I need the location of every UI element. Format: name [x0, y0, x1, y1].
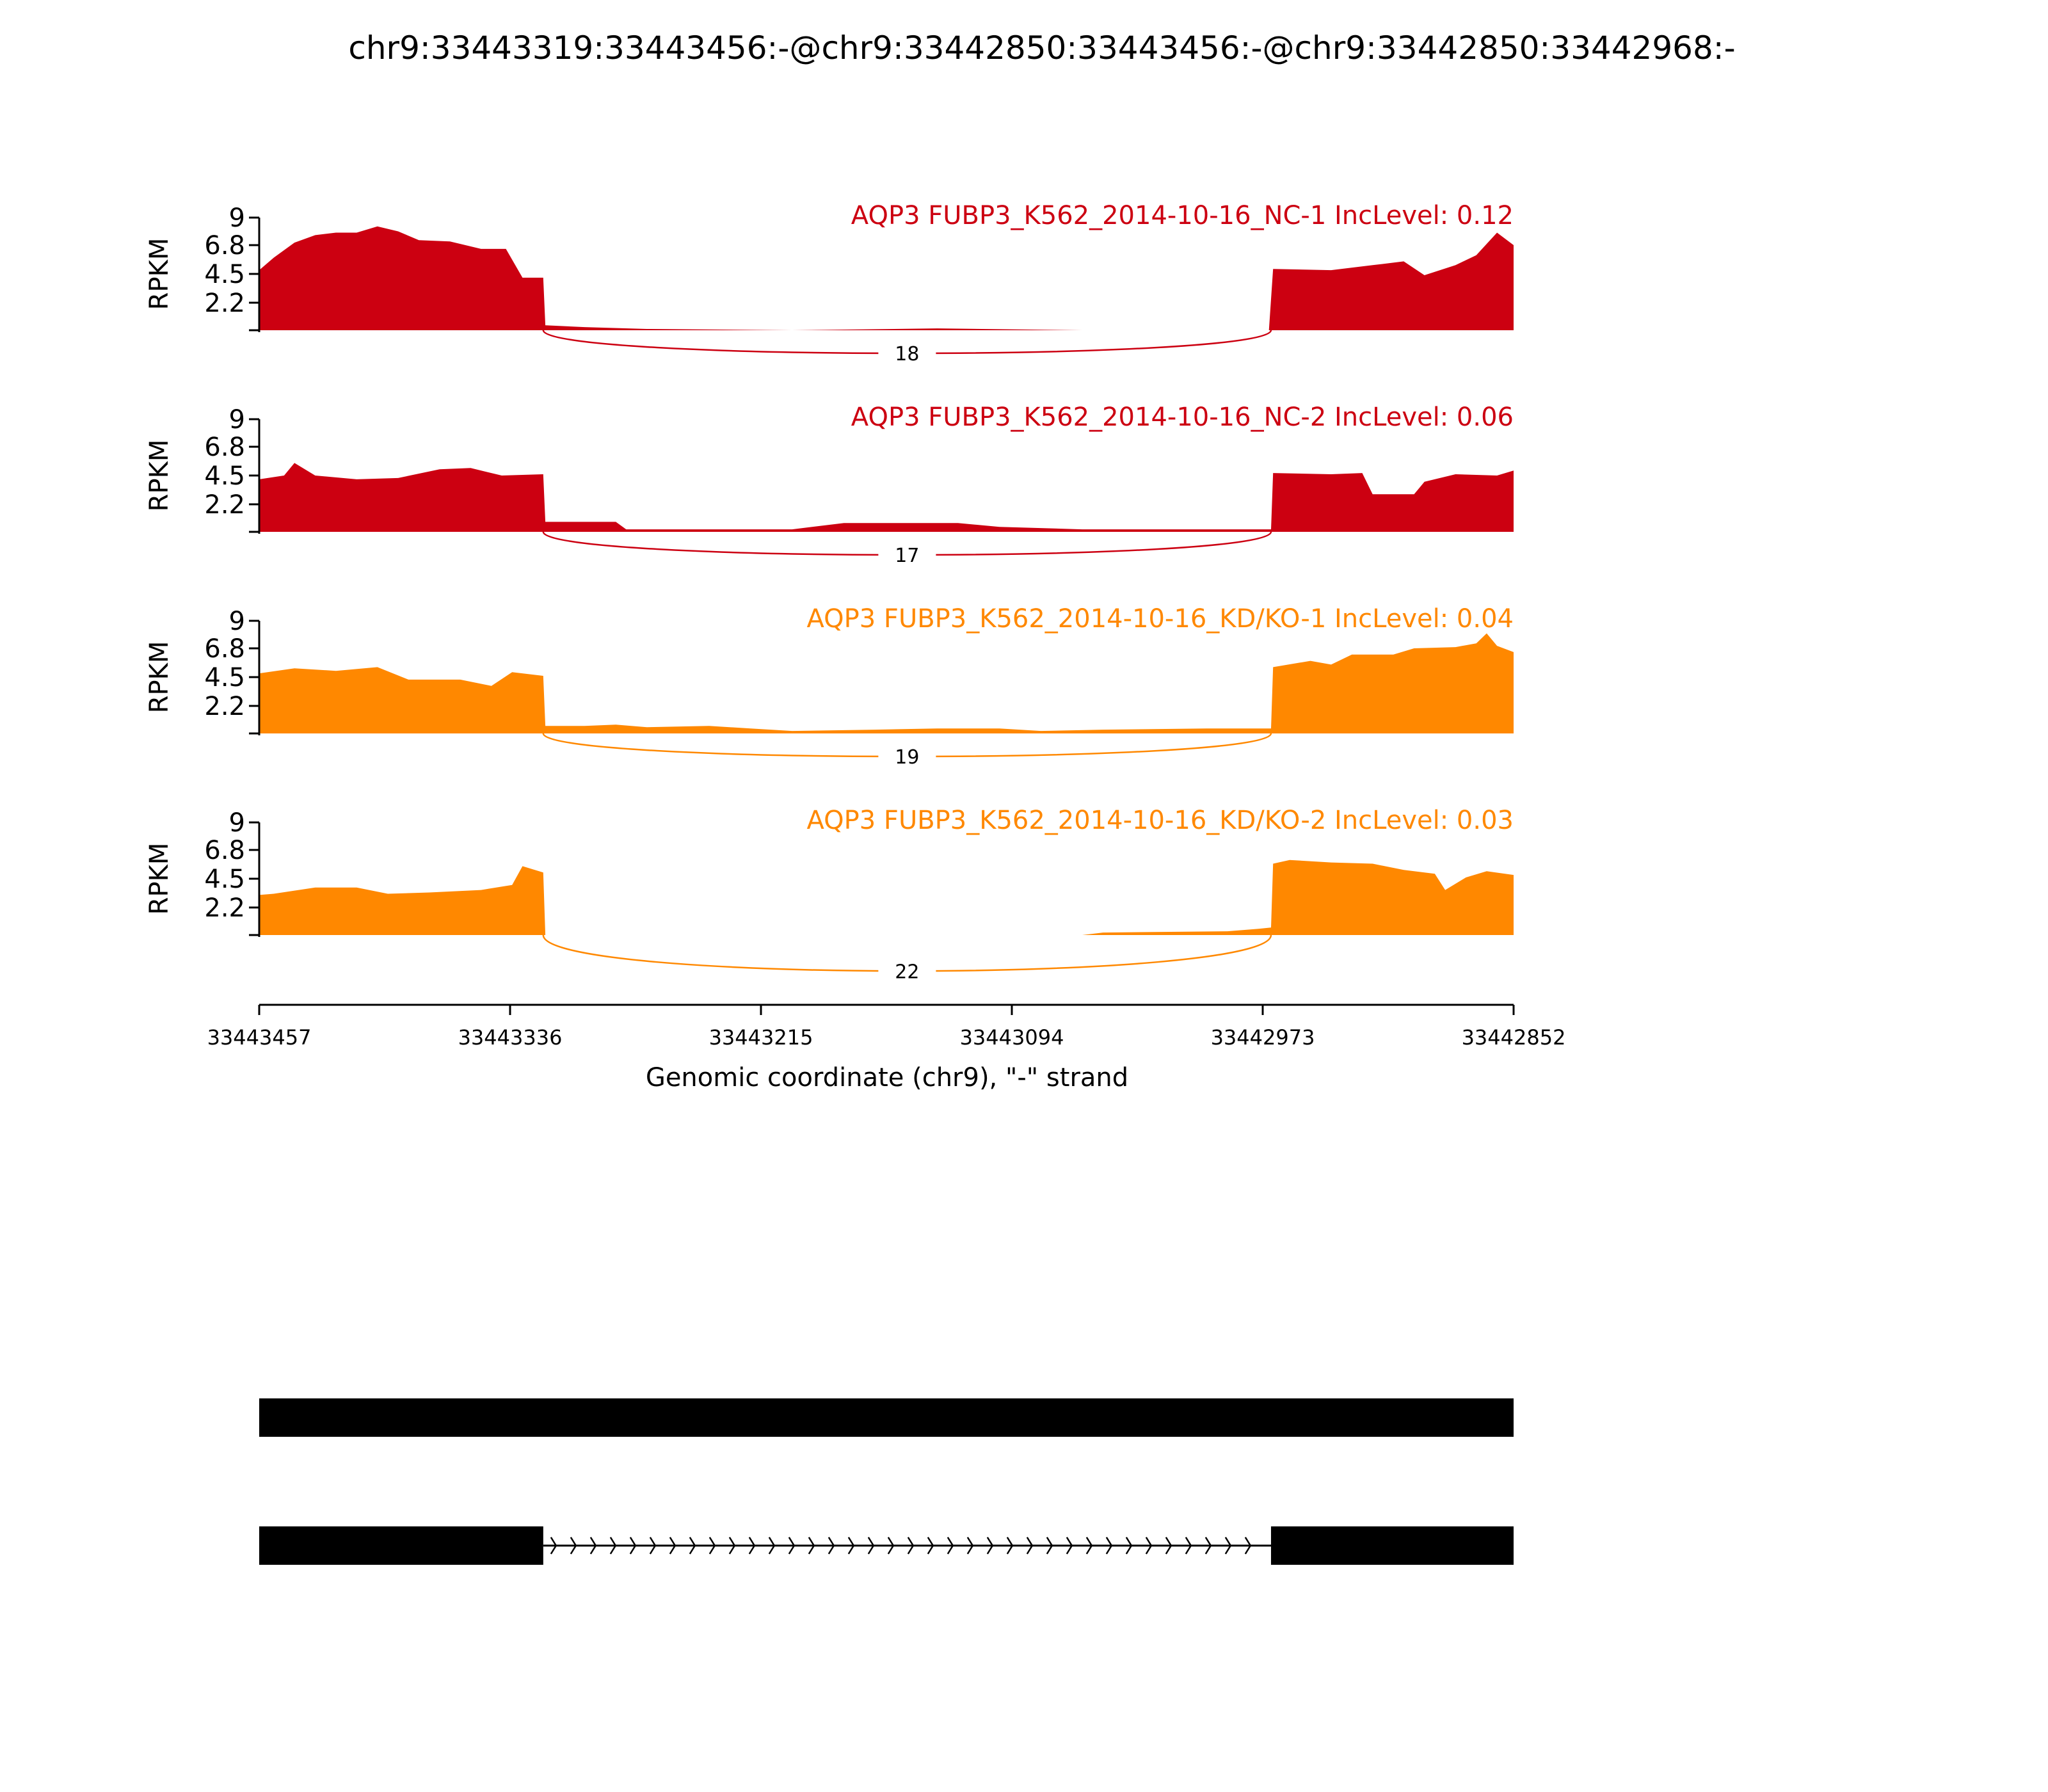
junction-count-label: 18 — [895, 343, 920, 365]
y-tick-label: 4.5 — [204, 260, 245, 289]
series-label: AQP3 FUBP3_K562_2014-10-16_NC-2 IncLevel: 0.06 — [851, 403, 1514, 432]
y-tick-label: 9 — [228, 204, 245, 233]
y-tick-label: 4.5 — [204, 865, 245, 894]
track-panel-3 — [145, 604, 1514, 769]
series-label: AQP3 FUBP3_K562_2014-10-16_KD/KO-1 IncLevel: 0.04 — [806, 604, 1514, 634]
x-axis — [207, 1005, 1566, 1050]
y-tick-label: 9 — [228, 808, 245, 838]
y-tick-label: 9 — [228, 405, 245, 435]
isoform-1-exon — [259, 1398, 1514, 1437]
junction-count-label: 17 — [895, 545, 920, 567]
isoform-2-exon-2 — [1271, 1526, 1514, 1565]
coverage-area — [259, 860, 1514, 935]
y-tick-label: 6.8 — [204, 634, 245, 664]
series-label: AQP3 FUBP3_K562_2014-10-16_NC-1 IncLevel: 0.12 — [851, 201, 1514, 230]
y-tick-label: 4.5 — [204, 663, 245, 692]
y-tick-label: 6.8 — [204, 231, 245, 261]
y-tick-label: 9 — [228, 607, 245, 636]
track-panel-1 — [145, 201, 1514, 365]
x-tick-label: 33443336 — [458, 1025, 563, 1050]
coverage-area — [259, 463, 1514, 532]
y-tick-label: 2.2 — [204, 288, 245, 318]
x-tick-label: 33443094 — [959, 1025, 1064, 1050]
junction-count-label: 22 — [895, 961, 920, 984]
chart-title: chr9:33443319:33443456:-@chr9:33442850:33443456:-@chr9:33442850:33442968:- — [348, 29, 1736, 67]
track-panels — [145, 201, 1514, 983]
x-tick-label: 33442973 — [1210, 1025, 1315, 1050]
x-tick-label: 33443215 — [708, 1025, 813, 1050]
y-axis-label: RPKM — [145, 641, 174, 714]
y-axis-label: RPKM — [145, 842, 174, 915]
y-tick-label: 6.8 — [204, 433, 245, 463]
y-axis-label: RPKM — [145, 439, 174, 512]
x-tick-label: 33442852 — [1461, 1025, 1566, 1050]
y-tick-label: 2.2 — [204, 691, 245, 721]
coverage-area — [259, 227, 1514, 330]
track-panel-2 — [145, 403, 1514, 567]
y-axis-label: RPKM — [145, 237, 174, 310]
track-panel-4 — [145, 806, 1514, 983]
series-label: AQP3 FUBP3_K562_2014-10-16_KD/KO-2 IncLevel: 0.03 — [806, 806, 1514, 835]
y-tick-label: 2.2 — [204, 490, 245, 520]
coverage-area — [259, 634, 1514, 733]
y-tick-label: 4.5 — [204, 461, 245, 491]
y-tick-label: 2.2 — [204, 893, 245, 923]
gene-models — [259, 1398, 1514, 1565]
y-tick-label: 6.8 — [204, 836, 245, 866]
x-tick-label: 33443457 — [207, 1025, 312, 1050]
junction-count-label: 19 — [895, 746, 920, 769]
x-axis-label: Genomic coordinate (chr9), "-" strand — [645, 1063, 1129, 1092]
isoform-2-exon-1 — [259, 1526, 543, 1565]
